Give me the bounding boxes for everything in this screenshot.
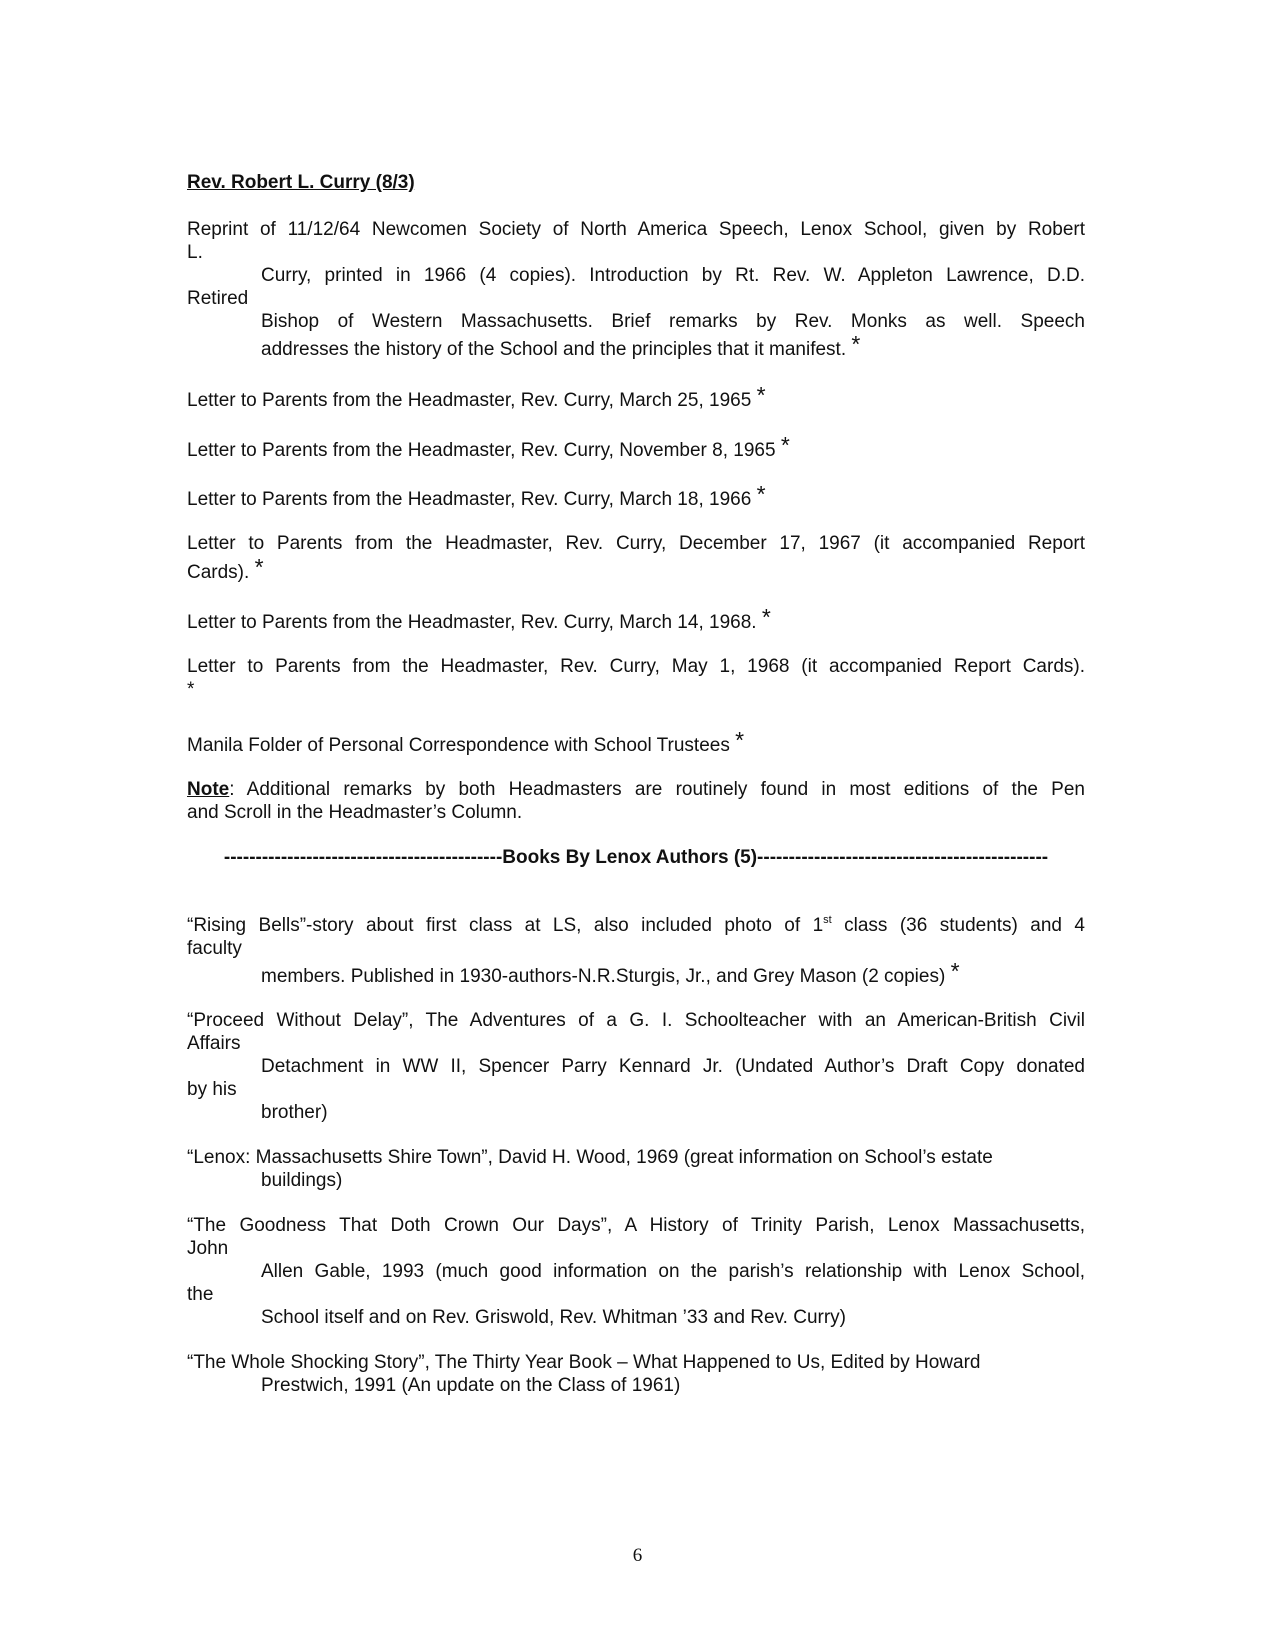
book-line: “The Goodness That Doth Crown Our Days”, A History of Trinity Parish, Lenox Massachusetts, (187, 1215, 1085, 1236)
book-line: School itself and on Rev. Griswold, Rev. Whitman ’33 and Rev. Curry) (261, 1307, 847, 1328)
book-line: Prestwich, 1991 (An update on the Class of 1961) (261, 1375, 681, 1396)
asterisk-marker: * (780, 432, 790, 458)
list-item (187, 604, 771, 635)
item-line (261, 331, 861, 362)
book-line: brother) (261, 1102, 328, 1123)
asterisk-marker: * (950, 958, 960, 984)
page-number: 6 (632, 1545, 643, 1566)
book-line: by his (187, 1079, 237, 1100)
asterisk-marker: * (187, 679, 195, 700)
note-line: and Scroll in the Headmaster’s Column. (187, 802, 523, 823)
book-text: members. Published in 1930-authors-N.R.Sturgis, Jr., and Grey Mason (2 copies) (261, 966, 946, 987)
item-text: Cards). (187, 562, 250, 583)
note-text: : Additional remarks by both Headmasters are routinely found in most editions of the Pen (229, 779, 1085, 800)
book-line: Detachment in WW II, Spencer Parry Kennard Jr. (Undated Author’s Draft Copy donated (261, 1056, 1085, 1077)
item-line: Letter to Parents from the Headmaster, Rev. Curry, May 1, 1968 (it accompanied Report Cards). (187, 656, 1085, 677)
book-line: “Proceed Without Delay”, The Adventures of a G. I. Schoolteacher with an American-British Civil (187, 1010, 1085, 1031)
item-text: Letter to Parents from the Headmaster, Rev. Curry, March 18, 1966 (187, 489, 752, 510)
asterisk-marker: * (851, 331, 861, 357)
note-line (187, 778, 1085, 802)
book-line: the (187, 1284, 214, 1305)
item-line: Reprint of 11/12/64 Newcomen Society of North America Speech, Lenox School, given by Robert (187, 219, 1085, 240)
item-line: Letter to Parents from the Headmaster, Rev. Curry, December 17, 1967 (it accompanied Report (187, 533, 1085, 554)
item-text: addresses the history of the School and the principles that it manifest. (261, 339, 847, 360)
list-item (187, 481, 766, 512)
item-line: Retired (187, 288, 249, 309)
list-item (187, 382, 766, 413)
list-item (187, 432, 790, 463)
book-line (187, 914, 1085, 940)
asterisk-marker: * (735, 727, 745, 753)
item-text: Manila Folder of Personal Correspondence with School Trustees (187, 735, 730, 756)
note-label: Note (187, 779, 230, 800)
item-text: Letter to Parents from the Headmaster, Rev. Curry, March 25, 1965 (187, 390, 752, 411)
item-line: Bishop of Western Massachusetts. Brief remarks by Rev. Monks as well. Speech (261, 311, 1085, 332)
item-line (187, 554, 264, 585)
book-line (261, 958, 960, 989)
item-line: L. (187, 242, 203, 263)
book-line: buildings) (261, 1170, 343, 1191)
book-line: Affairs (187, 1033, 241, 1054)
book-line: John (187, 1238, 229, 1259)
book-text: “Rising Bells”-story about first class at LS, also included photo of 1 (187, 915, 824, 936)
list-item (187, 727, 745, 758)
section-separator: --------------------------------------------Books By Lenox Authors (5)---------------------------------------------- (223, 847, 1049, 868)
asterisk-marker: * (761, 604, 771, 630)
book-line: “Lenox: Massachusetts Shire Town”, David H. Wood, 1969 (great information on School’s estate (187, 1147, 993, 1168)
asterisk-marker: * (254, 554, 264, 580)
book-text: class (36 students) and 4 (831, 915, 1085, 936)
section-heading: Rev. Robert L. Curry (8/3) (187, 172, 415, 193)
book-line: faculty (187, 938, 242, 959)
asterisk-marker: * (756, 481, 766, 507)
item-line: Curry, printed in 1966 (4 copies). Introduction by Rt. Rev. W. Appleton Lawrence, D.D. (261, 265, 1085, 286)
book-line: Allen Gable, 1993 (much good information on the parish’s relationship with Lenox School, (261, 1261, 1085, 1282)
item-text: Letter to Parents from the Headmaster, Rev. Curry, November 8, 1965 (187, 440, 776, 461)
asterisk-marker: * (756, 382, 766, 408)
item-text: Letter to Parents from the Headmaster, Rev. Curry, March 14, 1968. (187, 612, 757, 633)
ordinal-suffix: st (823, 914, 832, 926)
book-line: “The Whole Shocking Story”, The Thirty Year Book – What Happened to Us, Edited by Howard (187, 1352, 981, 1373)
